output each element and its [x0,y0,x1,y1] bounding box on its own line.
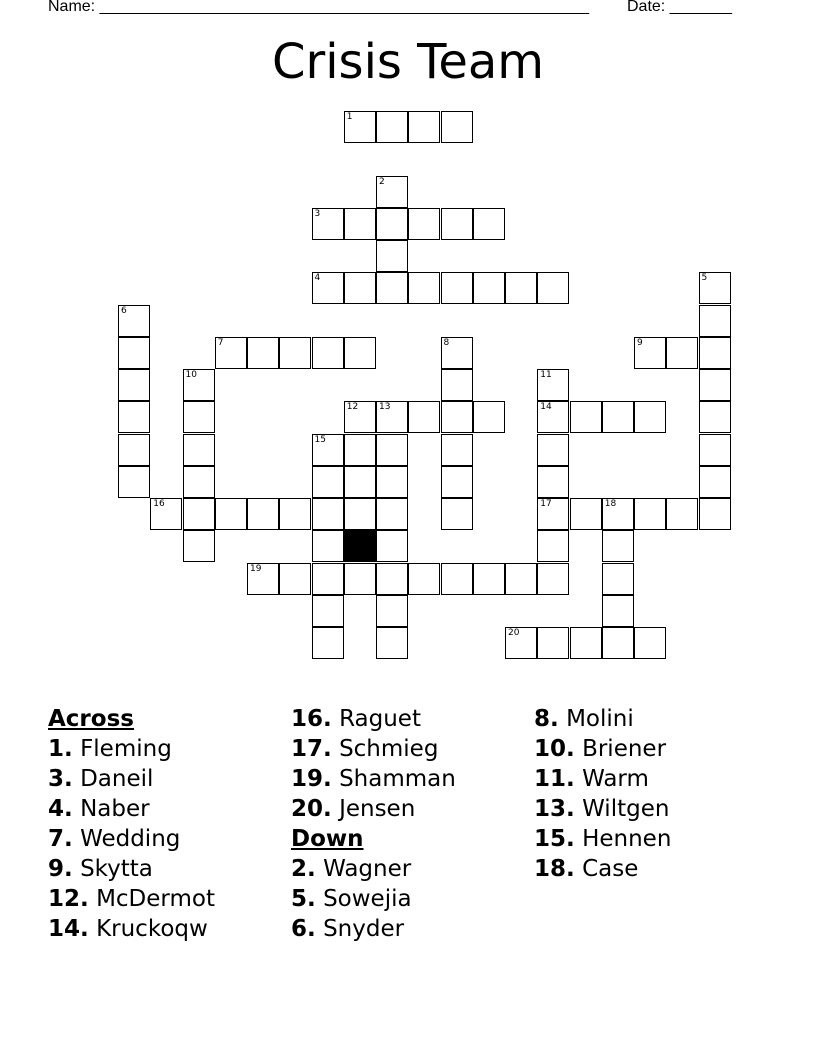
clue-column-1 [48,704,215,944]
clue-text: Jensen [339,796,416,822]
clue-number: 5. [291,886,316,912]
grid-cell[interactable] [666,337,698,369]
grid-cell[interactable] [441,434,473,466]
grid-cell[interactable] [537,434,569,466]
clue-number: 13. [534,796,575,822]
clue-text: Schmieg [339,736,439,762]
grid-cell[interactable] [505,272,537,304]
grid-cell[interactable] [602,401,634,433]
clue-text: Raguet [339,706,421,732]
grid-cell[interactable] [699,466,731,498]
cell-number: 10 [185,370,197,380]
cell-number: 12 [346,402,359,413]
clue-across-7 [48,824,215,854]
grid-cell[interactable] [699,305,731,337]
clue-across-3 [48,764,215,794]
grid-cell[interactable] [376,530,408,562]
clue-across-20 [291,794,456,824]
clue-down-11 [534,764,671,794]
grid-cell[interactable] [699,434,731,466]
clue-number: 18. [534,856,575,882]
grid-cell[interactable] [441,563,473,595]
cell-number: 2 [379,176,385,187]
grid-cell[interactable] [376,111,408,143]
grid-cell[interactable] [537,530,569,562]
clue-number: 14. [48,916,89,942]
grid-cell[interactable] [634,498,666,530]
grid-cell[interactable] [312,434,344,466]
grid-cell[interactable] [408,111,440,143]
cell-number: 17 [540,499,552,509]
cell-number: 16 [153,499,165,509]
grid-cell[interactable] [183,530,215,562]
date-field-label: Date: _______ [627,0,732,15]
clue-number: 11. [534,766,575,792]
grid-cell[interactable] [505,627,537,659]
grid-cell[interactable] [602,498,634,530]
clue-text: Kruckoqw [96,916,208,942]
grid-cell[interactable] [279,498,311,530]
grid-cell[interactable] [183,498,215,530]
cell-number: 18 [604,499,617,509]
clue-text: Daneil [80,766,154,792]
grid-cell[interactable] [473,401,505,433]
cell-number: 5 [701,273,708,284]
grid-cell[interactable] [376,563,408,595]
grid-cell[interactable] [344,434,376,466]
clue-number: 9. [48,856,73,882]
clue-number: 4. [48,796,73,822]
clue-across-17 [291,734,456,764]
grid-cell[interactable] [376,627,408,659]
grid-cell[interactable] [312,563,344,595]
clue-across-16 [291,704,456,734]
clue-down-18 [534,854,671,884]
grid-cell[interactable] [118,305,150,337]
cell-number: 15 [314,434,326,445]
grid-cell[interactable] [344,208,376,240]
clue-down-13 [534,794,671,824]
grid-cell[interactable] [602,627,634,659]
cell-number: 8 [443,337,450,348]
grid-cell[interactable] [634,401,666,433]
grid-cell[interactable] [376,595,408,627]
grid-cell[interactable] [537,401,569,433]
clue-number: 1. [48,736,73,762]
grid-cell[interactable] [602,563,634,595]
grid-cell[interactable] [312,466,344,498]
clue-number: 12. [48,886,89,912]
clue-number: 2. [291,856,316,882]
grid-cell[interactable] [537,498,569,530]
clue-column-3 [534,704,671,884]
clue-text: Wiltgen [582,796,670,822]
cell-number: 1 [346,112,353,122]
grid-cell[interactable] [344,337,376,369]
grid-cell[interactable] [602,530,634,562]
grid-cell[interactable] [247,337,279,369]
grid-cell[interactable] [247,563,279,595]
grid-cell[interactable] [408,563,440,595]
grid-cell[interactable] [570,627,602,659]
clue-text: Warm [582,766,649,792]
clue-text: Molini [566,706,634,732]
cell-number: 6 [121,305,127,316]
grid-cell[interactable] [376,240,408,272]
clue-text: Snyder [323,916,405,942]
grid-cell[interactable] [215,337,247,369]
clue-number: 7. [48,826,73,852]
clue-text: Shamman [339,766,456,792]
grid-cell[interactable] [247,498,279,530]
grid-cell[interactable] [118,337,150,369]
grid-cell[interactable] [441,208,473,240]
grid-cell[interactable] [441,337,473,369]
grid-cell[interactable] [376,401,408,433]
grid-cell[interactable] [344,272,376,304]
cell-number: 14 [540,402,552,413]
clue-column-2 [291,704,456,944]
grid-cell[interactable] [441,401,473,433]
grid-cell[interactable] [537,369,569,401]
grid-cell[interactable] [344,466,376,498]
clue-text: Briener [582,736,667,762]
grid-cell[interactable] [183,466,215,498]
clue-text: Fleming [80,736,172,762]
clue-number: 15. [534,826,575,852]
clue-text: Sowejia [323,886,412,912]
clue-number: 8. [534,706,559,732]
grid-cell[interactable] [312,208,344,240]
grid-cell[interactable] [279,563,311,595]
grid-cell[interactable] [376,208,408,240]
grid-cell[interactable] [408,272,440,304]
grid-cell[interactable] [699,337,731,369]
grid-cell[interactable] [666,498,698,530]
clue-text: Naber [80,796,150,822]
cell-number: 9 [637,337,643,348]
grid-cell[interactable] [312,498,344,530]
grid-cell[interactable] [441,498,473,530]
clue-down-6 [291,914,456,944]
grid-cell[interactable] [473,272,505,304]
cell-number: 20 [508,628,520,638]
clue-down-8 [534,704,671,734]
grid-cell[interactable] [602,595,634,627]
clue-text: McDermot [96,886,215,912]
grid-cell[interactable] [634,627,666,659]
clue-text: Wagner [323,856,412,882]
clue-across-14 [48,914,215,944]
cell-number: 3 [314,208,321,219]
black-cell [344,530,376,562]
clue-text: Skytta [80,856,153,882]
grid-cell[interactable] [537,466,569,498]
clue-text: Wedding [80,826,181,852]
cell-number: 19 [250,563,262,574]
grid-cell[interactable] [441,466,473,498]
grid-cell[interactable] [312,595,344,627]
grid-cell[interactable] [441,272,473,304]
grid-cell[interactable] [376,434,408,466]
clue-number: 10. [534,736,575,762]
grid-cell[interactable] [118,401,150,433]
grid-cell[interactable] [699,401,731,433]
grid-cell[interactable] [150,498,182,530]
grid-cell[interactable] [699,498,731,530]
cell-number: 13 [379,402,391,413]
clue-number: 17. [291,736,332,762]
grid-cell[interactable] [215,498,247,530]
clue-number: 20. [291,796,332,822]
grid-cell[interactable] [699,369,731,401]
across-heading: Across [48,706,134,732]
cell-number: 11 [540,370,552,380]
down-heading: Down [291,826,364,852]
grid-cell[interactable] [118,434,150,466]
grid-cell[interactable] [473,208,505,240]
clue-down-5 [291,884,456,914]
clue-across-19 [291,764,456,794]
clue-number: 3. [48,766,73,792]
clue-text: Case [582,856,639,882]
clue-text: Hennen [582,826,672,852]
grid-cell[interactable] [118,466,150,498]
grid-cell[interactable] [376,272,408,304]
grid-cell[interactable] [537,272,569,304]
grid-cell[interactable] [408,401,440,433]
grid-cell[interactable] [344,563,376,595]
grid-cell[interactable] [312,530,344,562]
clue-across-9 [48,854,215,884]
grid-cell[interactable] [376,466,408,498]
grid-cell[interactable] [312,627,344,659]
grid-cell[interactable] [537,563,569,595]
name-field-label: Name: _______________________________________________________ [48,0,589,15]
grid-cell[interactable] [537,627,569,659]
grid-cell[interactable] [570,498,602,530]
grid-cell[interactable] [118,369,150,401]
grid-cell[interactable] [183,369,215,401]
clue-across-1 [48,734,215,764]
grid-cell[interactable] [699,272,731,304]
clue-number: 6. [291,916,316,942]
clue-across-4 [48,794,215,824]
grid-cell[interactable] [344,401,376,433]
grid-cell[interactable] [376,498,408,530]
clue-number: 19. [291,766,332,792]
clue-across-12 [48,884,215,914]
grid-cell[interactable] [441,111,473,143]
grid-cell[interactable] [344,111,376,143]
grid-cell[interactable] [279,337,311,369]
grid-cell[interactable] [505,563,537,595]
grid-cell[interactable] [441,369,473,401]
clue-number: 16. [291,706,332,732]
cell-number: 7 [217,337,224,348]
grid-cell[interactable] [312,272,344,304]
clue-down-15 [534,824,671,854]
puzzle-title: Crisis Team [271,34,545,90]
grid-cell[interactable] [473,563,505,595]
clue-down-10 [534,734,671,764]
grid-cell[interactable] [312,337,344,369]
grid-cell[interactable] [408,208,440,240]
grid-cell[interactable] [183,401,215,433]
clue-down-2 [291,854,456,884]
cell-number: 4 [314,273,321,284]
grid-cell[interactable] [344,498,376,530]
grid-cell[interactable] [183,434,215,466]
grid-cell[interactable] [634,337,666,369]
grid-cell[interactable] [570,401,602,433]
grid-cell[interactable] [376,176,408,208]
